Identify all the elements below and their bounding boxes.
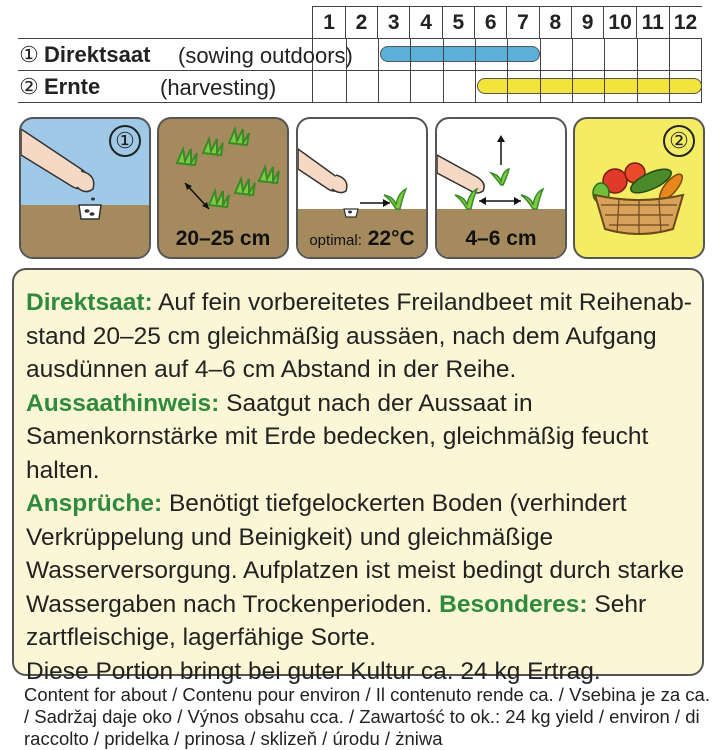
month-gridline — [540, 39, 541, 70]
month-header: 3 — [378, 7, 410, 39]
month-gridline — [572, 71, 573, 102]
row-description: (sowing outdoors) — [178, 43, 353, 68]
month-header: 5 — [442, 7, 474, 39]
month-gridline — [443, 71, 444, 102]
calendar-row-harvest — [18, 71, 702, 103]
month-gridline — [507, 71, 508, 102]
keyword-direktsaat: Direktsaat: — [26, 289, 153, 316]
calendar-corner — [18, 7, 313, 39]
text-ansprueche: Benötigt tiefgelockerten Boden (verhindert Verkrüppelung und Beinigkeit) und gleichmäßige Wasserversorgung. Aufplatzen ist meist bedingt durch starke Wassergaben nach Trockenperioden. — [26, 490, 685, 618]
month-header: 7 — [507, 7, 539, 39]
month-gridline — [507, 39, 508, 70]
timeline — [313, 71, 702, 103]
row-name: Direktsaat — [44, 41, 151, 67]
month-gridline — [475, 39, 476, 70]
row-name: Ernte — [44, 73, 101, 99]
temperature-value: 22°C — [367, 227, 415, 250]
row-spacing-caption: 20–25 cm — [175, 227, 271, 250]
period-bar — [380, 46, 540, 62]
month-header: 1 — [313, 7, 345, 39]
panel-sowing — [19, 117, 151, 259]
text-direktsaat: Auf fein vorbereitetes Freilandbeet mit Reihenabstand 20–25 cm gleichmäßig aussäen, nach dem Aufgang ausdünnen auf 4–6 cm Abstand in der Reihe. — [26, 289, 692, 383]
month-gridline — [378, 39, 379, 70]
month-header: 6 — [475, 7, 507, 39]
step-1-marker: ① — [109, 125, 141, 157]
temperature-caption — [298, 227, 426, 251]
month-header: 2 — [345, 7, 377, 39]
month-gridline — [443, 39, 444, 70]
text-aussaathinweis: Saatgut nach der Aussaat in Samenkornstärke mit Erde bedecken, gleichmäßig feucht halten. — [26, 389, 649, 484]
sowing-calendar — [18, 6, 702, 103]
month-gridline — [378, 71, 379, 102]
month-gridline — [346, 71, 347, 102]
timeline — [313, 39, 702, 71]
month-gridline — [572, 39, 573, 70]
month-gridline — [475, 71, 476, 102]
keyword-ansprueche: Ansprüche: — [26, 490, 163, 517]
month-gridline — [540, 71, 541, 102]
month-gridline — [637, 71, 638, 102]
step-marker: ② — [19, 73, 39, 99]
step-2-marker: ② — [663, 125, 695, 157]
month-gridline — [410, 39, 411, 70]
panel-row-spacing — [157, 117, 289, 259]
row-description: (harvesting) — [160, 75, 277, 100]
instructions-box — [12, 268, 704, 685]
paragraph-ansprueche — [26, 487, 696, 655]
paragraph-yield: Diese Portion bringt bei guter Kultur ca. 24 kg Ertrag. — [26, 657, 601, 685]
keyword-besonderes: Besonderes: — [439, 590, 588, 618]
paragraph-aussaathinweis — [26, 387, 696, 488]
paragraph-direktsaat — [26, 286, 696, 387]
month-header: 12 — [669, 7, 701, 39]
month-gridline — [604, 71, 605, 102]
month-header: 10 — [604, 7, 637, 39]
month-gridline — [669, 39, 670, 70]
panel-harvest — [573, 117, 705, 259]
month-header: 9 — [571, 7, 603, 39]
yield-footer: Content for about / Contenu pour environ / Il contenuto rende ca. / Vsebina je za ca. / Sadržaj daje oko / Výnos obsahu cca. / Zawartość to ok.: 24 kg yield / environ / di raccolto / pridelka / prinosa / sklizeň / úrodu / żniwa — [24, 684, 710, 749]
month-gridline — [604, 39, 605, 70]
month-gridline — [637, 39, 638, 70]
month-gridline — [410, 71, 411, 102]
text-besonderes: Sehr zartfleischige, lagerfähige Sorte. — [26, 590, 647, 651]
month-gridline — [669, 71, 670, 102]
month-header: 8 — [539, 7, 571, 39]
period-bar — [477, 78, 702, 94]
temperature-prefix: optimal: — [309, 232, 362, 249]
month-header: 4 — [410, 7, 442, 39]
instructions-text — [26, 286, 696, 688]
thinning-caption: 4–6 cm — [465, 227, 537, 250]
panel-germination — [296, 117, 428, 259]
row-label — [18, 71, 313, 103]
panel-thinning — [435, 117, 567, 259]
month-header: 11 — [636, 7, 669, 39]
illustration-strip — [19, 117, 701, 259]
keyword-aussaathinweis: Aussaathinweis: — [26, 389, 220, 417]
row-label — [18, 39, 353, 71]
calendar-row-sowing — [18, 39, 702, 71]
step-marker: ① — [19, 41, 39, 67]
month-gridline — [346, 39, 347, 70]
